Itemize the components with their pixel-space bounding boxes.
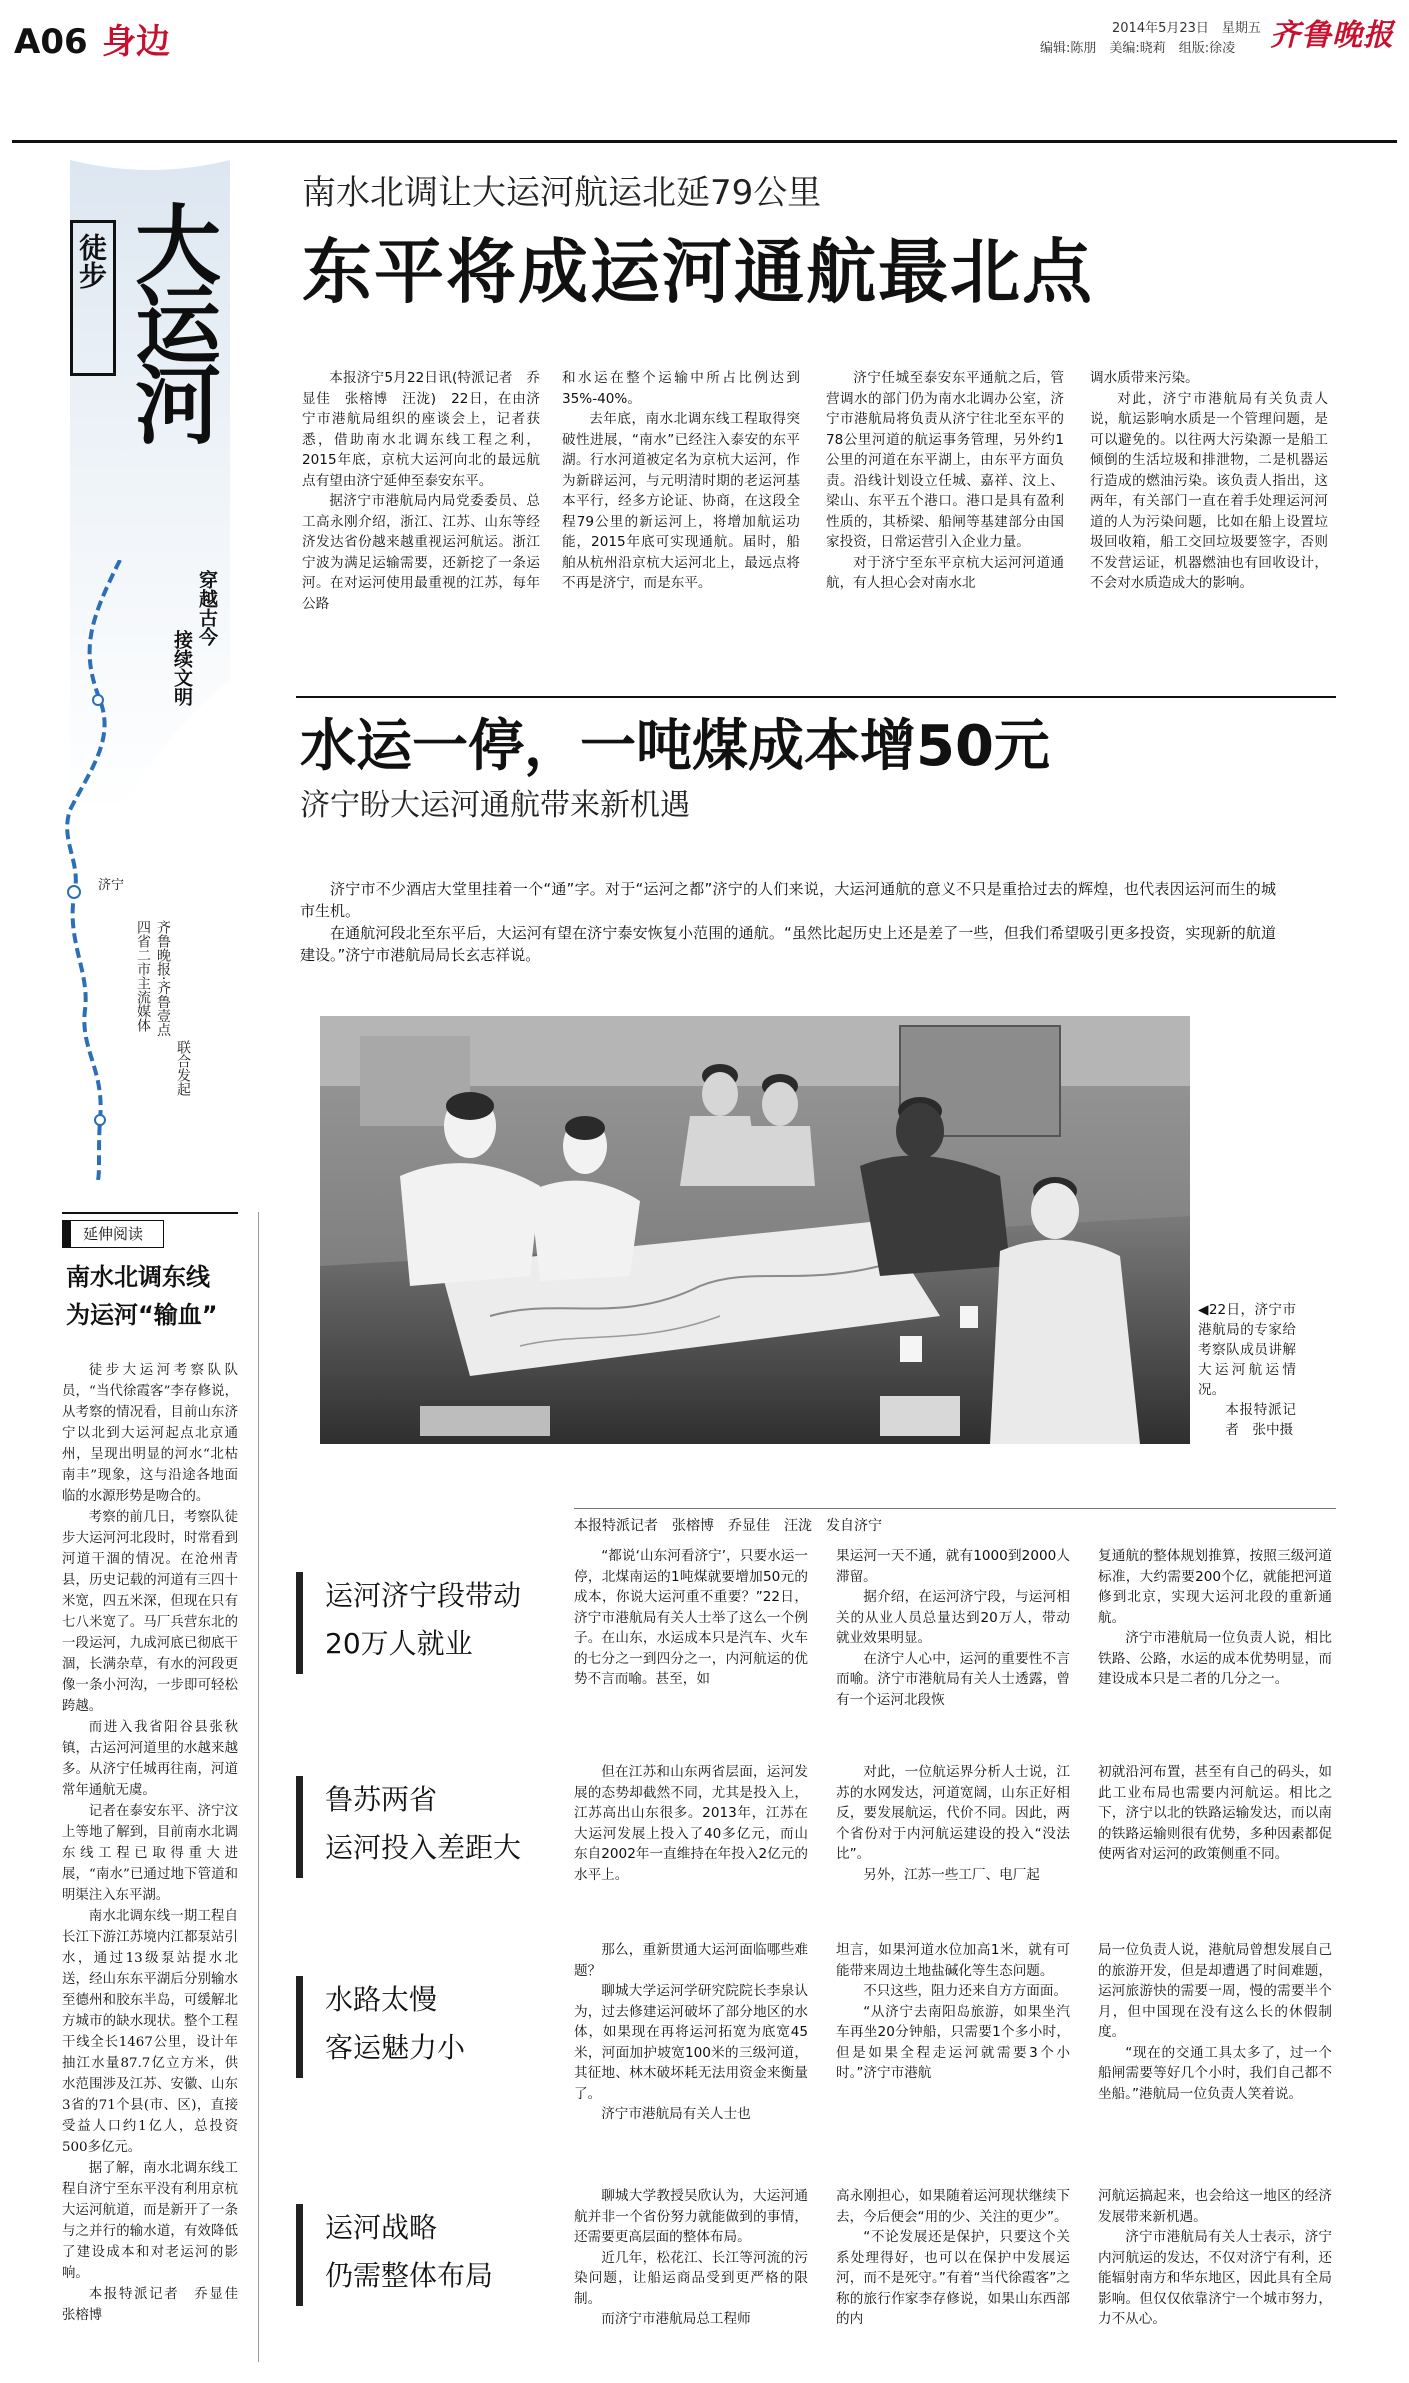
extended-paragraph: 徒步大运河考察队队员，“当代徐霞客”李存修说，从考察的情况看，目前山东济宁以北到大运河起点北京通州，呈现出明显的河水“北枯南丰”现象，这与沿途各地面临的水源形势是吻合的。 [62,1363,238,1504]
paragraph: 济宁市港航局有关人士也 [601,2106,751,2122]
paragraph: 据介绍，在运河济宁段，与运河相关的从业人员总量达到20万人，带动就业效果明显。 [836,1589,1070,1646]
subsection-column [1098,1940,1332,2104]
cooperation-line-1: 齐鲁晚报·齐鲁壹点 [155,920,171,1037]
extended-body [62,1360,252,2326]
subsection-title-2: 20万人就业 [325,1627,473,1660]
article-1-column [1090,368,1328,594]
paragraph: 坦言，如果河道水位加高1米，就有可能带来周边土地盐碱化等生态问题。 [836,1942,1070,1979]
subsection-title-1: 水路太慢 [325,1983,438,2016]
paragraph: “不论发展还是保护，只要这个关系处理得好，也可以在保护中发展运河，而不是死守。”有着“当代徐霞客”之称的旅行作家李存修说，如果山东西部的内 [836,2229,1070,2327]
extended-paragraph: 据了解，南水北调东线工程自济宁至东平没有利用京杭大运河航道，而是新开了一条与之并行的输水道，有效降低了建设成本和对老运河的影响。 [62,2161,238,2281]
paragraph: 在济宁人心中，运河的重要性不言而喻。济宁市港航局有关人士透露，曾有一个运河北段恢 [836,1650,1070,1708]
article-2-headline: 水运一停，一吨煤成本增50元 [300,714,1050,779]
subsection-column [836,1546,1070,1710]
article-1-headline: 东平将成运河通航最北点 [302,231,1094,313]
subsection-column [836,1762,1070,1885]
subsection-title-1: 运河济宁段带动 [325,1579,522,1612]
page-code: A06 [14,22,88,62]
subsection-box [296,2204,561,2306]
paragraph: 去年底，南水北调东线工程取得突破性进展，“南水”已经注入泰安的东平湖。行水河道被定名为京杭大运河，作为新辟运河，与元明清时期的老运河基本平行，经多方论证、协商，在这段全程79公里的新运河上，将增加航运功能，2015年底可实现通航。届时，船舶从杭州沿京杭大运河北上，最远点将不再是济宁，而是东平。 [562,411,800,591]
subsection-title-1: 鲁苏两省 [325,1783,438,1816]
paragraph: 对此，一位航运界分析人士说，江苏的水网发达，河道宽阔，山东正好相反，要发展航运，代价不同。因此，两个省份对于内河航运建设的投入“没法比”。 [836,1764,1070,1862]
byline-rule [574,1508,1336,1509]
paragraph: 济宁市港航局一位负责人说，相比铁路、公路，水运的成本优势明显，而建设成本只是二者的几分之一。 [1098,1630,1332,1687]
cooperation-line-2: 四省二市主流媒体 [135,920,151,1032]
paragraph: “从济宁去南阳岛旅游，如果坐汽车再坐20分钟船，只需要1个多小时，但是如果全程走运河就需要3个小时。”济宁市港航 [836,2003,1070,2081]
masthead [0,0,1409,150]
editor-credits: 编辑:陈朋 美编:晓莉 组版:徐凌 [1040,41,1236,56]
paragraph: 据济宁市港航局内局党委委员、总工高永刚介绍，浙江、江苏、山东等经济发达省份越来越重视运河航运。浙江宁波为满足运输需要，还新挖了一条运河。在对运河使用最重视的江苏，每年公路 [302,493,540,612]
paragraph: 聊城大学运河学研究院院长李泉认为，过去修建运河破坏了部分地区的水体，如果现在再将运河拓宽为底宽45米，河面加护坡宽100米的三级河道，其征地、林木破坏耗无法用资金来衡量了。 [574,1983,808,2102]
subsection-box [296,1572,561,1674]
paragraph: 另外，江苏一些工厂、电厂起 [863,1866,1040,1883]
lead-paragraph: 济宁市不少酒店大堂里挂着一个“通”字。对于“运河之都”济宁的人们来说，大运河通航的意义不只是重拾过去的辉煌，也代表因运河而生的城市生机。 [300,880,1276,920]
extended-label: 延伸阅读 [83,1225,144,1243]
subsection-column [836,1940,1070,2084]
article-1-kicker: 南水北调让大运河航运北延79公里 [302,173,822,213]
section-name: 身边 [102,22,170,62]
photo-credit: 本报特派记者 张中摄 [1225,1402,1296,1438]
series-slogan-1: 穿越古今 [196,570,218,646]
extended-paragraph: 南水北调东线一期工程自长江下游江苏境内江都泵站引水，通过13级泵站提水北送，经山东东平湖后分别输水至德州和胶东半岛，可缓解北方城市的缺水现状。整个工程干线全长1467公里，设计年抽江水量87.7亿立方米，供水范围涉及江苏、安徽、山东3省的71个县(市、区)，直接受益人口约1亿人，总投资500多亿元。 [62,1909,238,2155]
subsection-column [574,1762,808,1885]
paragraph: 不只这些，阻力还来自方方面面。 [863,1983,1068,1999]
extended-title-2: 为运河“输血” [66,1301,218,1329]
paragraph: 近几年，松花江、长江等河流的污染问题，让船运商品受到更严格的限制。 [574,2249,808,2307]
paragraph: 河航运搞起来，也会给这一地区的经济发展带来新机遇。 [1098,2188,1332,2225]
map-city-label: 济宁 [98,878,125,893]
paragraph: 对此，济宁市港航局有关负责人说，航运影响水质是一个管理问题，是可以避免的。以往两大污染源一是船工倾倒的生活垃圾和排泄物，二是机器运行造成的燃油污染。该负责人指出，这两年，有关部门一直在着手处理运河河道的人为污染问题，比如在船上设置垃圾回收箱，船工交回垃圾要签字，否则不发营运证，机器燃油也有回收设计，不会对水质造成大的影响。 [1090,390,1328,591]
sidebar-divider [258,1212,259,2362]
paragraph: 但在江苏和山东两省层面，运河发展的态势却截然不同，尤其是投入上，江苏高出山东很多。2013年，江苏在大运河发展上投入了40多亿元，而山东自2002年一直维持在年投入2亿元的水平上。 [574,1764,808,1883]
article-1-column [826,368,1064,594]
paragraph: 对于济宁至东平京杭大运河河道通航，有人担心会对南水北 [826,554,1064,591]
paragraph: 复通航的整体规划推算，按照三级河道标准，大约需要200个亿，就能把河道修到北京，实现大运河北段的重新通航。 [1098,1548,1332,1626]
paragraph: 高永刚担心，如果随着运河现状继续下去，今后便会“用的少、关注的更少”。 [836,2188,1070,2225]
paragraph: 本报济宁5月22日讯(特派记者 乔显佳 张榕博 汪泷) 22日，在由济宁市港航局组织的座谈会上，记者获悉，借助南水北调东线工程之利，2015年底，京杭大运河向北的最远航点有望由济宁延伸至泰安东平。 [302,370,540,489]
series-bracket-title: 徒步 [70,220,116,376]
paragraph: 调水质带来污染。 [1090,370,1199,386]
cooperation-line-3: 联合发起 [175,1040,191,1096]
meeting-photo [320,1016,1190,1444]
extended-title-1: 南水北调东线 [66,1263,210,1291]
subsection-title-2: 运河投入差距大 [325,1831,522,1864]
extended-paragraph: 考察的前几日，考察队徒步大运河河北段时，时常看到河道干涸的情况。在沧州青县，历史记载的河道有三四十米宽，四五米深，但现在只有七八米宽了。马厂兵营东北的一段运河，九成河底已彻底干涸，长满杂草，有水的河段更像一条小河沟，一步即可轻松跨越。 [62,1510,238,1714]
article-2-byline: 本报特派记者 张榕博 乔显佳 汪泷 发自济宁 [574,1518,882,1534]
subsection-box [296,1976,561,2078]
article-1-column [562,368,800,594]
subsection-column [574,1940,808,2125]
extended-paragraph: 记者在泰安东平、济宁汶上等地了解到，目前南水北调东线工程已取得重大进展，“南水”已通过地下管道和明渠注入东平湖。 [62,1804,238,1903]
paragraph: 局一位负责人说，港航局曾想发展自己的旅游开发，但是却遭遇了时间难题，运河旅游快的需要一周，慢的需要半个月，但中国现在没有这么长的休假制度。 [1098,1942,1332,2040]
subsection-title-1: 运河战略 [325,2211,438,2244]
article-2-subhead: 济宁盼大运河通航带来新机遇 [300,788,690,823]
article-1-column [302,368,540,614]
subsection-column [574,1546,808,1690]
series-sidebar [60,160,240,1200]
paragraph: 济宁市港航局有关人士表示，济宁内河航运的发达，不仅对济宁有利，还能辐射南方和华东地区，因此具有全局影响。但仅仅依靠济宁一个城市努力，力不从心。 [1098,2229,1332,2327]
article-separator [296,696,1336,698]
subsection-column [1098,1762,1332,1865]
extended-label-marker [63,1221,71,1247]
masthead-rule [12,140,1397,143]
subsection-column [1098,2186,1332,2330]
lead-paragraph: 在通航河段北至东平后，大运河有望在济宁泰安恢复小范围的通航。“虽然比起历史上还是差了一些，但我们希望吸引更多投资，实现新的航道建设。”济宁市港航局局长玄志祥说。 [300,924,1276,964]
issue-date: 2014年5月23日 星期五 [1112,21,1261,36]
subsection-title-2: 客运魅力小 [325,2031,466,2064]
paragraph: “都说‘山东河看济宁’，只要水运一停，北煤南运的1吨煤就要增加50元的成本，你说大运河重不重要？”22日，济宁市港航局有关人士举了这么一个例子。在山东，水运成本只是汽车、火车的七分之一到四分之一，内河航运的优势不言而喻。甚至，如 [574,1548,808,1687]
canal-route-map [60,560,240,1180]
paragraph: 而济宁市港航局总工程师 [601,2311,751,2327]
extended-top-rule [62,1212,238,1214]
article-2-lead [300,878,1276,966]
paragraph: 果运河一天不通，就有1000到2000人滞留。 [836,1548,1070,1585]
paragraph: “现在的交通工具太多了，过一个船闸需要等好几个小时，我们自己都不坐船。”港航局一位负责人笑着说。 [1098,2044,1332,2102]
subsection-column [836,2186,1070,2330]
subsection-column [1098,1546,1332,1690]
subsection-title-2: 仍需整体布局 [325,2259,494,2292]
extended-label-box [62,1220,164,1248]
extended-byline: 本报特派记者 乔显佳 张榕博 [62,2287,252,2323]
series-slogan-2: 接续文明 [171,630,193,706]
article-1 [296,160,1336,760]
paragraph: 济宁任城至泰安东平通航之后，管营调水的部门仍为南水北调办公室，济宁市港航局将负责从济宁往北至东平的78公里河道的航运事务管理，另外约1公里的河道在东平湖上，由东平方面负责。沿线计划设立任城、嘉祥、汶上、梁山、东平五个港口。港口是具有盈利性质的，其桥梁、船闸等基建部分由国家投资，日常运营引入企业力量。 [826,370,1064,550]
paragraph: 聊城大学教授吴欣认为，大运河通航并非一个省份努力就能做到的事情，还需要更高层面的整体布局。 [574,2188,808,2245]
paragraph: 那么，重新贯通大运河面临哪些难题？ [574,1942,808,1979]
paragraph: 和水运在整个运输中所占比例达到35%-40%。 [562,370,800,407]
series-big-title: 大运河 [120,200,221,440]
extended-paragraph: 而进入我省阳谷县张秋镇，古运河河道里的水越来越多。从济宁任城再往南，河道常年通航无虞。 [62,1720,238,1798]
newspaper-logo: 齐鲁晚报 [1270,18,1394,53]
subsection-column [574,2186,808,2330]
photo-caption-text: ◀22日，济宁市港航局的专家给考察队成员讲解大运河航运情况。 [1198,1302,1296,1398]
photo-caption [1198,1300,1296,1440]
paragraph: 初就沿河布置，甚至有自己的码头，如此工业布局也需要内河航运。相比之下，济宁以北的铁路运输发达，而以南的铁路运输则很有优势，多种因素都促使两省对运河的政策侧重不同。 [1098,1764,1332,1862]
subsection-box [296,1776,561,1878]
